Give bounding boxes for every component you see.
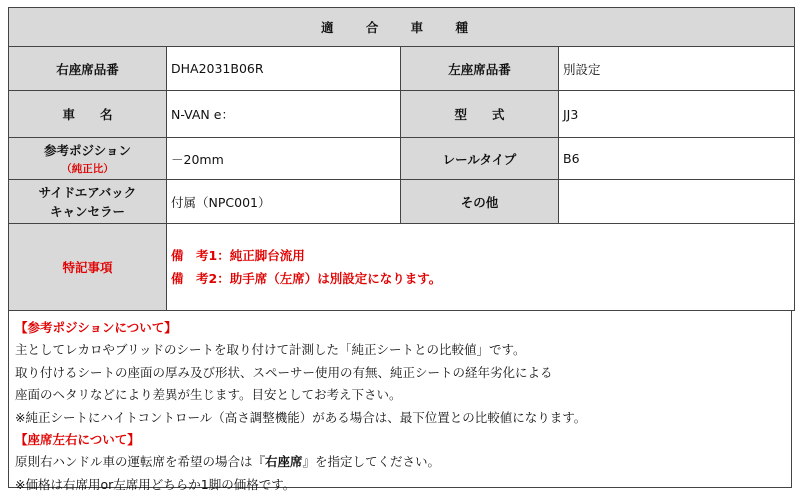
notes-line-5 [15, 451, 785, 473]
label-vehicle-name: 車 名 [9, 91, 167, 138]
notes-line-6: ※価格は右席用or左席用どちらか1脚の価格です。 [15, 476, 296, 492]
notes-line-5-emphasis: 右座席 [265, 454, 303, 470]
label-airbag-canceller-line1: サイドエアバック [38, 184, 137, 200]
value-model-code: JJ3 [559, 91, 795, 138]
notes-line-3: 座面のヘタリなどにより差異が生じます。目安としてお考え下さい。 [15, 387, 402, 403]
notes-line-4: ※純正シートにハイトコントロール（高さ調整機能）がある場合は、最下位置との比較値になります。 [15, 409, 587, 425]
notes-section [8, 311, 792, 492]
label-special-notes: 特記事項 [9, 224, 167, 311]
value-rail-type: B6 [559, 138, 795, 180]
notes-line-5-a: 原則右ハンドル車の運転席を希望の場合は『 [15, 454, 266, 470]
notes-heading-reference-position: 【参考ポジションについて】 [15, 320, 177, 335]
table-title: 適 合 車 種 [9, 8, 795, 47]
special-note-1: 備 考1：純正脚台流用 [171, 248, 305, 263]
notes-line-2: 取り付けるシートの座面の厚み及び形状、スペーサー使用の有無、純正シートの経年劣化による [15, 364, 553, 380]
label-airbag-canceller-line2: キャンセラー [49, 203, 125, 219]
value-airbag-canceller: 付属（NPC001） [167, 180, 401, 224]
label-right-seat-part-number: 右座席品番 [9, 47, 167, 91]
label-left-seat-part-number: 左座席品番 [401, 47, 559, 91]
label-rail-type: レールタイプ [401, 138, 559, 180]
notes-line-5-c: 』を指定してください。 [302, 454, 441, 470]
label-reference-position-main: 参考ポジション [44, 143, 131, 158]
label-other: その他 [401, 180, 559, 224]
fitment-table [8, 7, 795, 311]
notes-line-1: 主としてレカロやブリッドのシートを取り付けて計測した「純正シートとの比較値」です。 [15, 342, 526, 358]
value-left-seat-part-number: 別設定 [559, 47, 795, 91]
value-vehicle-name: N-VAN e： [167, 91, 401, 138]
value-reference-position: －20mm [167, 138, 401, 180]
value-other [559, 180, 795, 224]
label-model-code: 型 式 [401, 91, 559, 138]
label-reference-position-sub: （純正比） [61, 163, 114, 175]
value-special-notes [167, 224, 795, 311]
value-right-seat-part-number: DHA2031B06R [167, 47, 401, 91]
special-note-2: 備 考2：助手席（左席）は別設定になります。 [171, 271, 442, 286]
label-airbag-canceller [9, 180, 167, 224]
label-reference-position [9, 138, 167, 180]
fitment-sheet [8, 7, 794, 495]
notes-heading-seat-side: 【座席左右について】 [15, 432, 140, 448]
